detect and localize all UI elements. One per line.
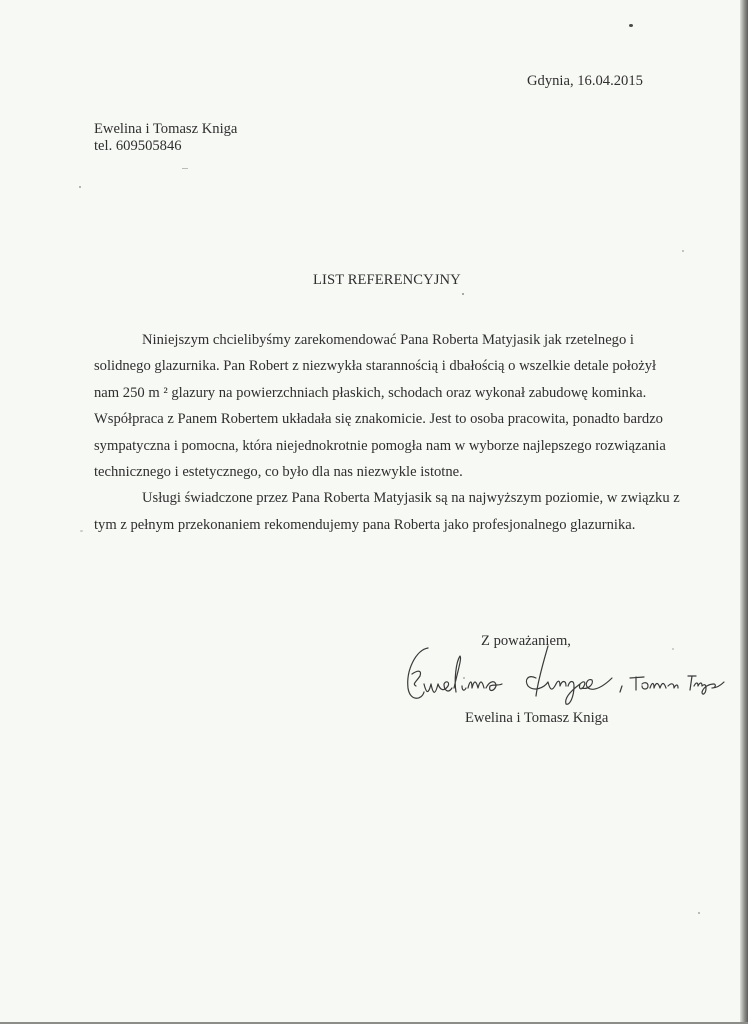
date-line: Gdynia, 16.04.2015 xyxy=(527,73,643,89)
scan-speck xyxy=(698,912,700,914)
letter-body xyxy=(94,327,680,538)
printed-signature-name: Ewelina i Tomasz Kniga xyxy=(465,710,609,726)
handwritten-signature xyxy=(398,640,728,710)
paragraph-2 xyxy=(94,485,680,538)
body-line: tym z pełnym przekonaniem rekomendujemy pana Roberta jako profesjonalnego glazurnika. xyxy=(94,516,636,533)
scan-speck xyxy=(462,293,464,295)
scan-speck xyxy=(182,168,188,169)
paragraph-1 xyxy=(94,327,666,485)
sender-phone: tel. 609505846 xyxy=(94,138,182,154)
scan-edge-right xyxy=(740,0,748,1024)
sender-name: Ewelina i Tomasz Kniga xyxy=(94,121,238,137)
closing-salutation: Z poważaniem, xyxy=(481,633,571,649)
scan-speck xyxy=(672,648,674,650)
body-line: Niniejszym chcielibyśmy zarekomendować Pana Roberta Matyjasik jak rzetelnego i xyxy=(142,332,634,348)
scan-speck xyxy=(80,530,83,532)
body-line: Usługi świadczone przez Pana Roberta Matyjasik są na najwyższym poziomie, w związku z xyxy=(142,490,680,507)
body-line: solidnego glazurnika. Pan Robert z niezwykła starannością i dbałością o wszelkie detale położył xyxy=(94,358,657,375)
body-line: technicznego i estetycznego, co było dla nas niezwykle istotne. xyxy=(94,464,463,481)
scan-speck xyxy=(629,24,633,27)
scan-speck xyxy=(79,186,81,188)
body-line: Współpraca z Panem Robertem układała się znakomicie. Jest to osoba pracowita, ponadto bardzo xyxy=(94,411,663,428)
scan-speck xyxy=(682,250,684,252)
letter-title: LIST REFERENCYJNY xyxy=(313,272,461,288)
body-line: nam 250 m ² glazury na powierzchniach płaskich, schodach oraz wykonał zabudowę kominka. xyxy=(94,384,647,401)
body-line: sympatyczna i pomocna, która niejednokrotnie pomogła nam w wyborze najlepszego rozwiązania xyxy=(94,437,666,454)
